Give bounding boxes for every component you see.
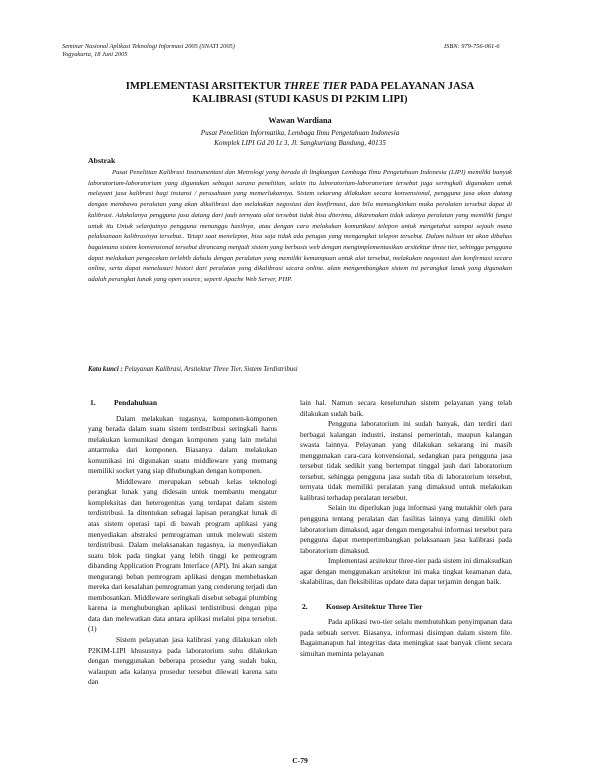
author-affiliation-2: Komplek LIPI Gd 20 Lt 3, Jl. Sangkuriang Bandung, 40135 (214, 139, 386, 147)
section-1-paragraph-3-continued: lain hal. Namun secara keseluruhan sistem pelayanan yang telah dilakukan sudah baik. (300, 398, 512, 418)
header-seminar: Seminar Nasional Aplikasi Teknologi Informasi 2005 (SNATI 2005) (62, 43, 235, 50)
paper-title (60, 80, 540, 106)
author-affiliation-1: Pusat Penelitian Informatika, Lembaga Ilmu Pengetahuan Indonesia (200, 129, 400, 137)
abstract-text: Pusat Penelitian Kalibrasi Instrumentasi dan Metrologi yang berada di lingkungan Lembaga Ilmu Pengetahuan Indonesia (LIPI) memiliki banyak laboratorium-laboratorium yang digunakan sebagai sarana penelitian, selain itu laboratorium-laboratorium tersebut juga seringkali digunakan untuk melayani jasa kalibrasi bagi instansi / perusahaan yang memerlukannya. Sistem sekarang dilakukan secara konvensional, pengguna jasa akan datang dengan membawa peralatan yang akan dikalibrasi dan melakukan negosiasi dan konfirmasi, dan bila memungkinkan maka peralatan tersebut dapat di kalibrasi. Adakalanya pengguna jasa datang dari jauh ternyata alat tersebut tidak bisa diterima, dikarenakan tidak adanya peralatan yang memiliki fungsi untuk itu Untuk selanjutnya pengguna menunggu hasilnya, atau dengan cara melakukan komunikasi telepon untuk mengetahui sampai sejauh mana pelaksanaan kalibrasinya tersebut.. Tetapi saat menelepon, bisa saja tidak ada petugas yang mengangkat telepon tersebut. Dalam tulisan ini akan dibahas bagaimana sistem konvensional tersebut dirancang menjadi sistem yang berbasis web dengan mengimplementasikan arsitektur three tier, sehingga pengguna dapat melakukan pengecekan terlebih dahulu dengan peralatan yang memiliki kemampuan untuk alat tersebut, melakukan negosiasi dan konfirmasi secara online, serta dapat menelusuri histori dari peralatan yang dikalibrasi secara online. alam mengembangkan sistem ini perangkat lunak yang digunakan adalah perangkat lunak yang open source, seperti Apache Web Server, PHP. (88, 169, 512, 284)
section-2-number: 2. (302, 601, 308, 611)
header-isbn: ISBN: 979-756-061-6 (444, 43, 500, 50)
keywords-text: Pelayanan Kalibrasi, Arsitektur Three Tier, Sistem Terdistribusi (122, 366, 298, 373)
title-line-2: KALIBRASI (STUDI KASUS DI P2KIM LIPI) (192, 94, 408, 105)
title-line1-post: PADA PELAYANAN JASA (347, 81, 475, 92)
section-2-heading (300, 602, 512, 613)
section-1-paragraph-1: Dalam melakukan tugasnya, komponen-komponen yang berada dalam suatu sistem terdistribusi seringkali harus melakukan komunikasi dengan komponen yang lain melalui antarmuka dari komponen. Biasanya dalam melakukan komunikasi ini digunakan suatu middleware yang memang memiliki socket yang siap dihubungkan dengan komponen. (88, 413, 277, 476)
page-number: C-79 (292, 756, 308, 765)
section-1-paragraph-2: Middleware merupakan sebuah kelas teknologi perangkat lunak yang didesain untuk membantu mengatur kompleksitas dan heterogenitas yang terdapat dalam sistem terdistribusi. Ia ditentukan sebagai lapisan perangkat lunak di atas sistem operasi tapi di bawah program aplikasi yang menyediakan abstraksi pemrograman untuk melewati sistem terdistribusi. Dalam melaksanakan tugasnya, ia menyediakan suatu blok pada tingkat yang lebih tinggi ke pemrogram dibanding Application Program Interface (API). Ini akan sangat mengurangi beban pemrogram aplikasi dengan membebaskan mereka dari kesalahan pemrograman yang cenderung terjadi dan membosankan. Middleware seringkali disebut sebagai plumbing karena ia menghubungkan aplikasi terdistribusi dengan pipa data dan melewatkan data antara aplikasi melalui pipa tersebut.(1) (88, 476, 277, 634)
author-name: Wawan Wardiana (268, 116, 332, 125)
keywords-label: Kata kunci : (88, 366, 123, 373)
section-1-heading (88, 398, 277, 409)
right-column (300, 398, 512, 660)
section-1-number: 1. (90, 398, 96, 407)
section-1-paragraph-3: Sistem pelayanan jasa kalibrasi yang dilakukan oleh P2KIM-LIPI khususnya pada laboratorium suhu dilakukan dengan menggunakan beberapa prosedur yang sudah baku, walaupun ada kalanya prosedur tersebut dilewati karena satu dan (88, 635, 277, 687)
keywords (88, 366, 512, 373)
left-column (88, 398, 277, 688)
title-line1-italic: THREE TIER (283, 81, 348, 92)
header-location: Yogyakarta, 18 Juni 2005 (62, 51, 128, 58)
title-line-1 (60, 80, 540, 93)
abstract-body (88, 168, 512, 286)
abstract-heading: Abstrak (88, 156, 116, 165)
section-1-title: Pendahuluan (114, 398, 158, 407)
section-1-paragraph-6: Implementasi arsitektur three-tier pada sistem ini dimaksudkan agar dengan menggunakan arsitektur ini maka tingkat keamanan data, skalabilitas, dan fleksibilitas update data dapat terjamin dengan baik. (300, 556, 512, 587)
section-1-paragraph-4: Pengguna laboratorium ini sudah banyak, dan terdiri dari berbagai kalangan industri, instansi pemerintah, maupun kalangan swasta lainnya. Pelayanan yang dilakukan sekarang ini masih menggunakan cara-cara konvensional, sedangkan para pengguna jasa tersebut tidak sedikit yang bertempat tinggal jauh dari laboratorium tersebut, sehingga pengguna jasa sudah tiba di laboratorium tersebut, ternyata tidak memiliki peralatan yang dimaksud untuk melakukan kalibrasi terhadap peralatan tersebut. (300, 419, 512, 502)
section-1-paragraph-5: Selain itu diperlukan juga informasi yang mutakhir oleh para pengguna tentang peralatan dan fasilitas lainnya yang dimiliki oleh laboratorium dimaksud, agar dengan mengetahui informasi tersebut para pengguna dapat mempertimbangkan pelaksanaan jasa kalibrasi pada laboratorium dimaksud. (300, 503, 512, 555)
section-2-title: Konsep Arsitektur Three Tier (326, 601, 423, 611)
section-2-paragraph-1: Pada aplikasi two-tier selalu membutuhkan penyimpanan data pada sebuah server. Biasanya, informasi disimpan dalam sistem file. Bagaimanapun hal integritas data meningkat saat banyak client secara simultan meminta pelayanan (300, 617, 512, 659)
title-line1-pre: IMPLEMENTASI ARSITEKTUR (125, 81, 284, 92)
